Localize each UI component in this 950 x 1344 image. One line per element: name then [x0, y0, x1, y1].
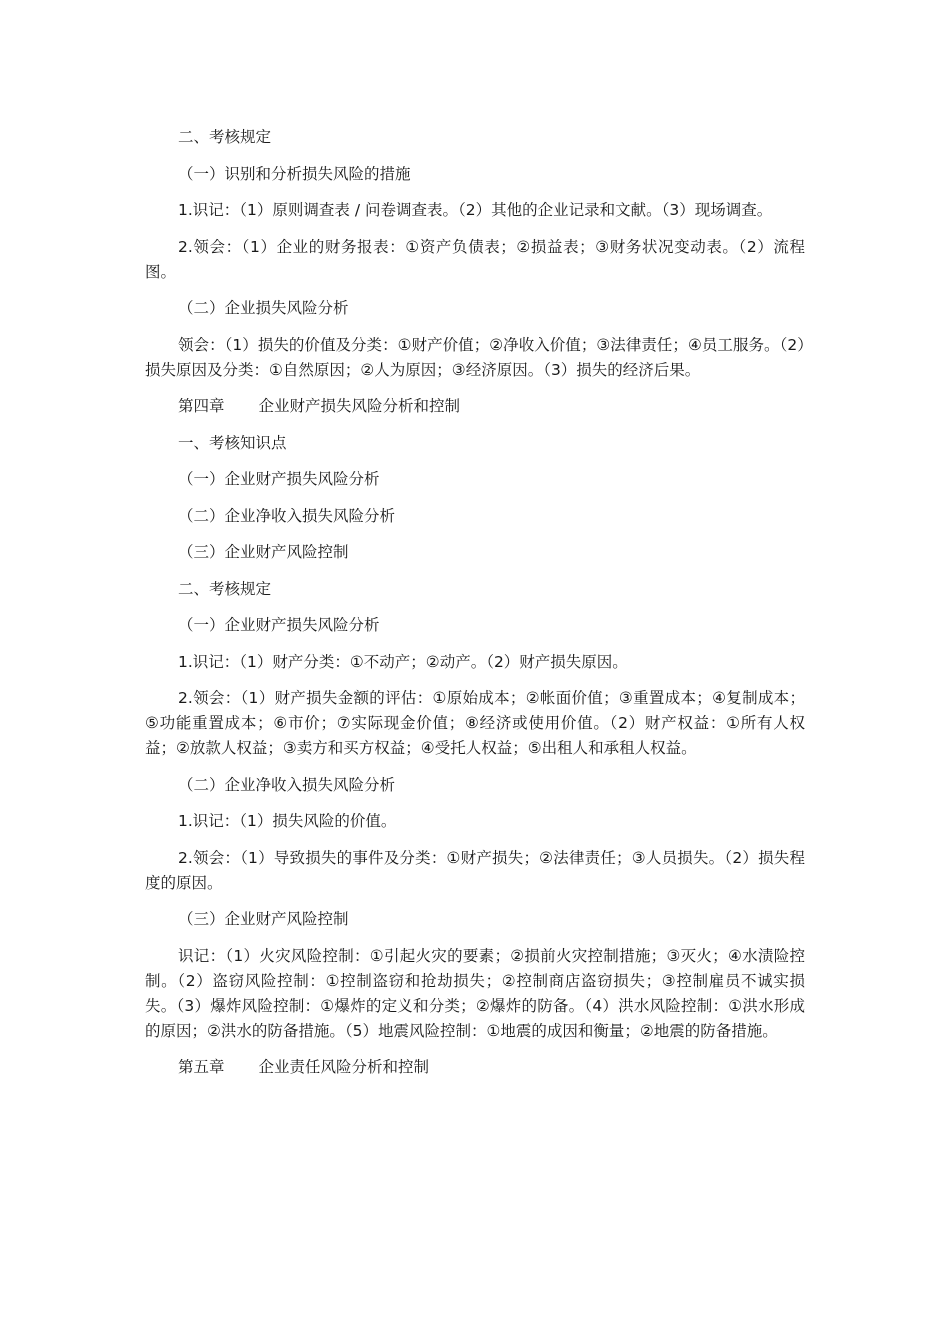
subsection-heading: （二）企业损失风险分析 — [178, 299, 349, 317]
chapter-title: 企业财产损失风险分析和控制 — [258, 397, 461, 415]
chapter-heading-4 — [145, 394, 805, 419]
subsection-heading: （二）企业净收入损失风险分析 — [178, 506, 396, 525]
subsection-heading: （三）企业财产风险控制 — [178, 910, 349, 928]
paragraph: 2.领会：（1）企业的财务报表：①资产负债表；②损益表；③财务状况变动表。（2）流程图。 — [145, 237, 805, 281]
section-heading-exam-rules: 二、考核规定 — [178, 579, 272, 598]
document-body — [145, 125, 805, 1092]
subsection-heading: （一）企业财产损失风险分析 — [178, 616, 380, 634]
chapter-title: 企业责任风险分析和控制 — [258, 1058, 430, 1076]
subsection-heading: （三）企业财产风险控制 — [178, 543, 349, 561]
paragraph: 1.识记：（1）损失风险的价值。 — [178, 812, 397, 830]
chapter-number: 第五章 — [178, 1058, 225, 1076]
chapter-number: 第四章 — [178, 397, 225, 415]
paragraph: 识记：（1）火灾风险控制：①引起火灾的要素；②损前火灾控制措施；③灭火；④水渍险控制。（2）盗窃风险控制：①控制盗窃和抢劫损失；②控制商店盗窃损失；③控制雇员不诚实损失。（3）爆炸风险控制：①爆炸的定义和分类；②爆炸的防备。（4）洪水风险控制：①洪水形成的原因；②洪水的防备措施。（5）地震风险控制：①地震的成因和衡量；②地震的防备措施。 — [145, 946, 805, 1040]
paragraph: 2.领会：（1）财产损失金额的评估：①原始成本；②帐面价值；③重置成本；④复制成本；⑤功能重置成本；⑥市价；⑦实际现金价值；⑧经济或使用价值。（2）财产权益：①所有人权益；②放款人权益；③卖方和买方权益；④受托人权益；⑤出租人和承租人权益。 — [145, 689, 805, 757]
paragraph: 1.识记：（1）财产分类：①不动产；②动产。（2）财产损失原因。 — [178, 652, 628, 671]
section-heading-exam-rules: 二、考核规定 — [178, 128, 272, 146]
paragraph: 2.领会：（1）导致损失的事件及分类：①财产损失；②法律责任；③人员损失。（2）损失程度的原因。 — [145, 848, 805, 892]
subsection-heading: （一）企业财产损失风险分析 — [178, 470, 380, 488]
paragraph: 1.识记：（1）原则调查表 / 问卷调查表。（2）其他的企业记录和文献。（3）现场调查。 — [178, 201, 773, 219]
section-heading-knowledge-points: 一、考核知识点 — [178, 433, 287, 452]
subsection-heading: （一）识别和分析损失风险的措施 — [178, 164, 411, 183]
chapter-heading-5 — [145, 1055, 805, 1080]
subsection-heading: （二）企业净收入损失风险分析 — [178, 775, 396, 794]
paragraph: 领会：（1）损失的价值及分类：①财产价值；②净收入价值；③法律责任；④员工服务。（2）损失原因及分类：①自然原因；②人为原因；③经济原因。（3）损失的经济后果。 — [145, 335, 805, 379]
